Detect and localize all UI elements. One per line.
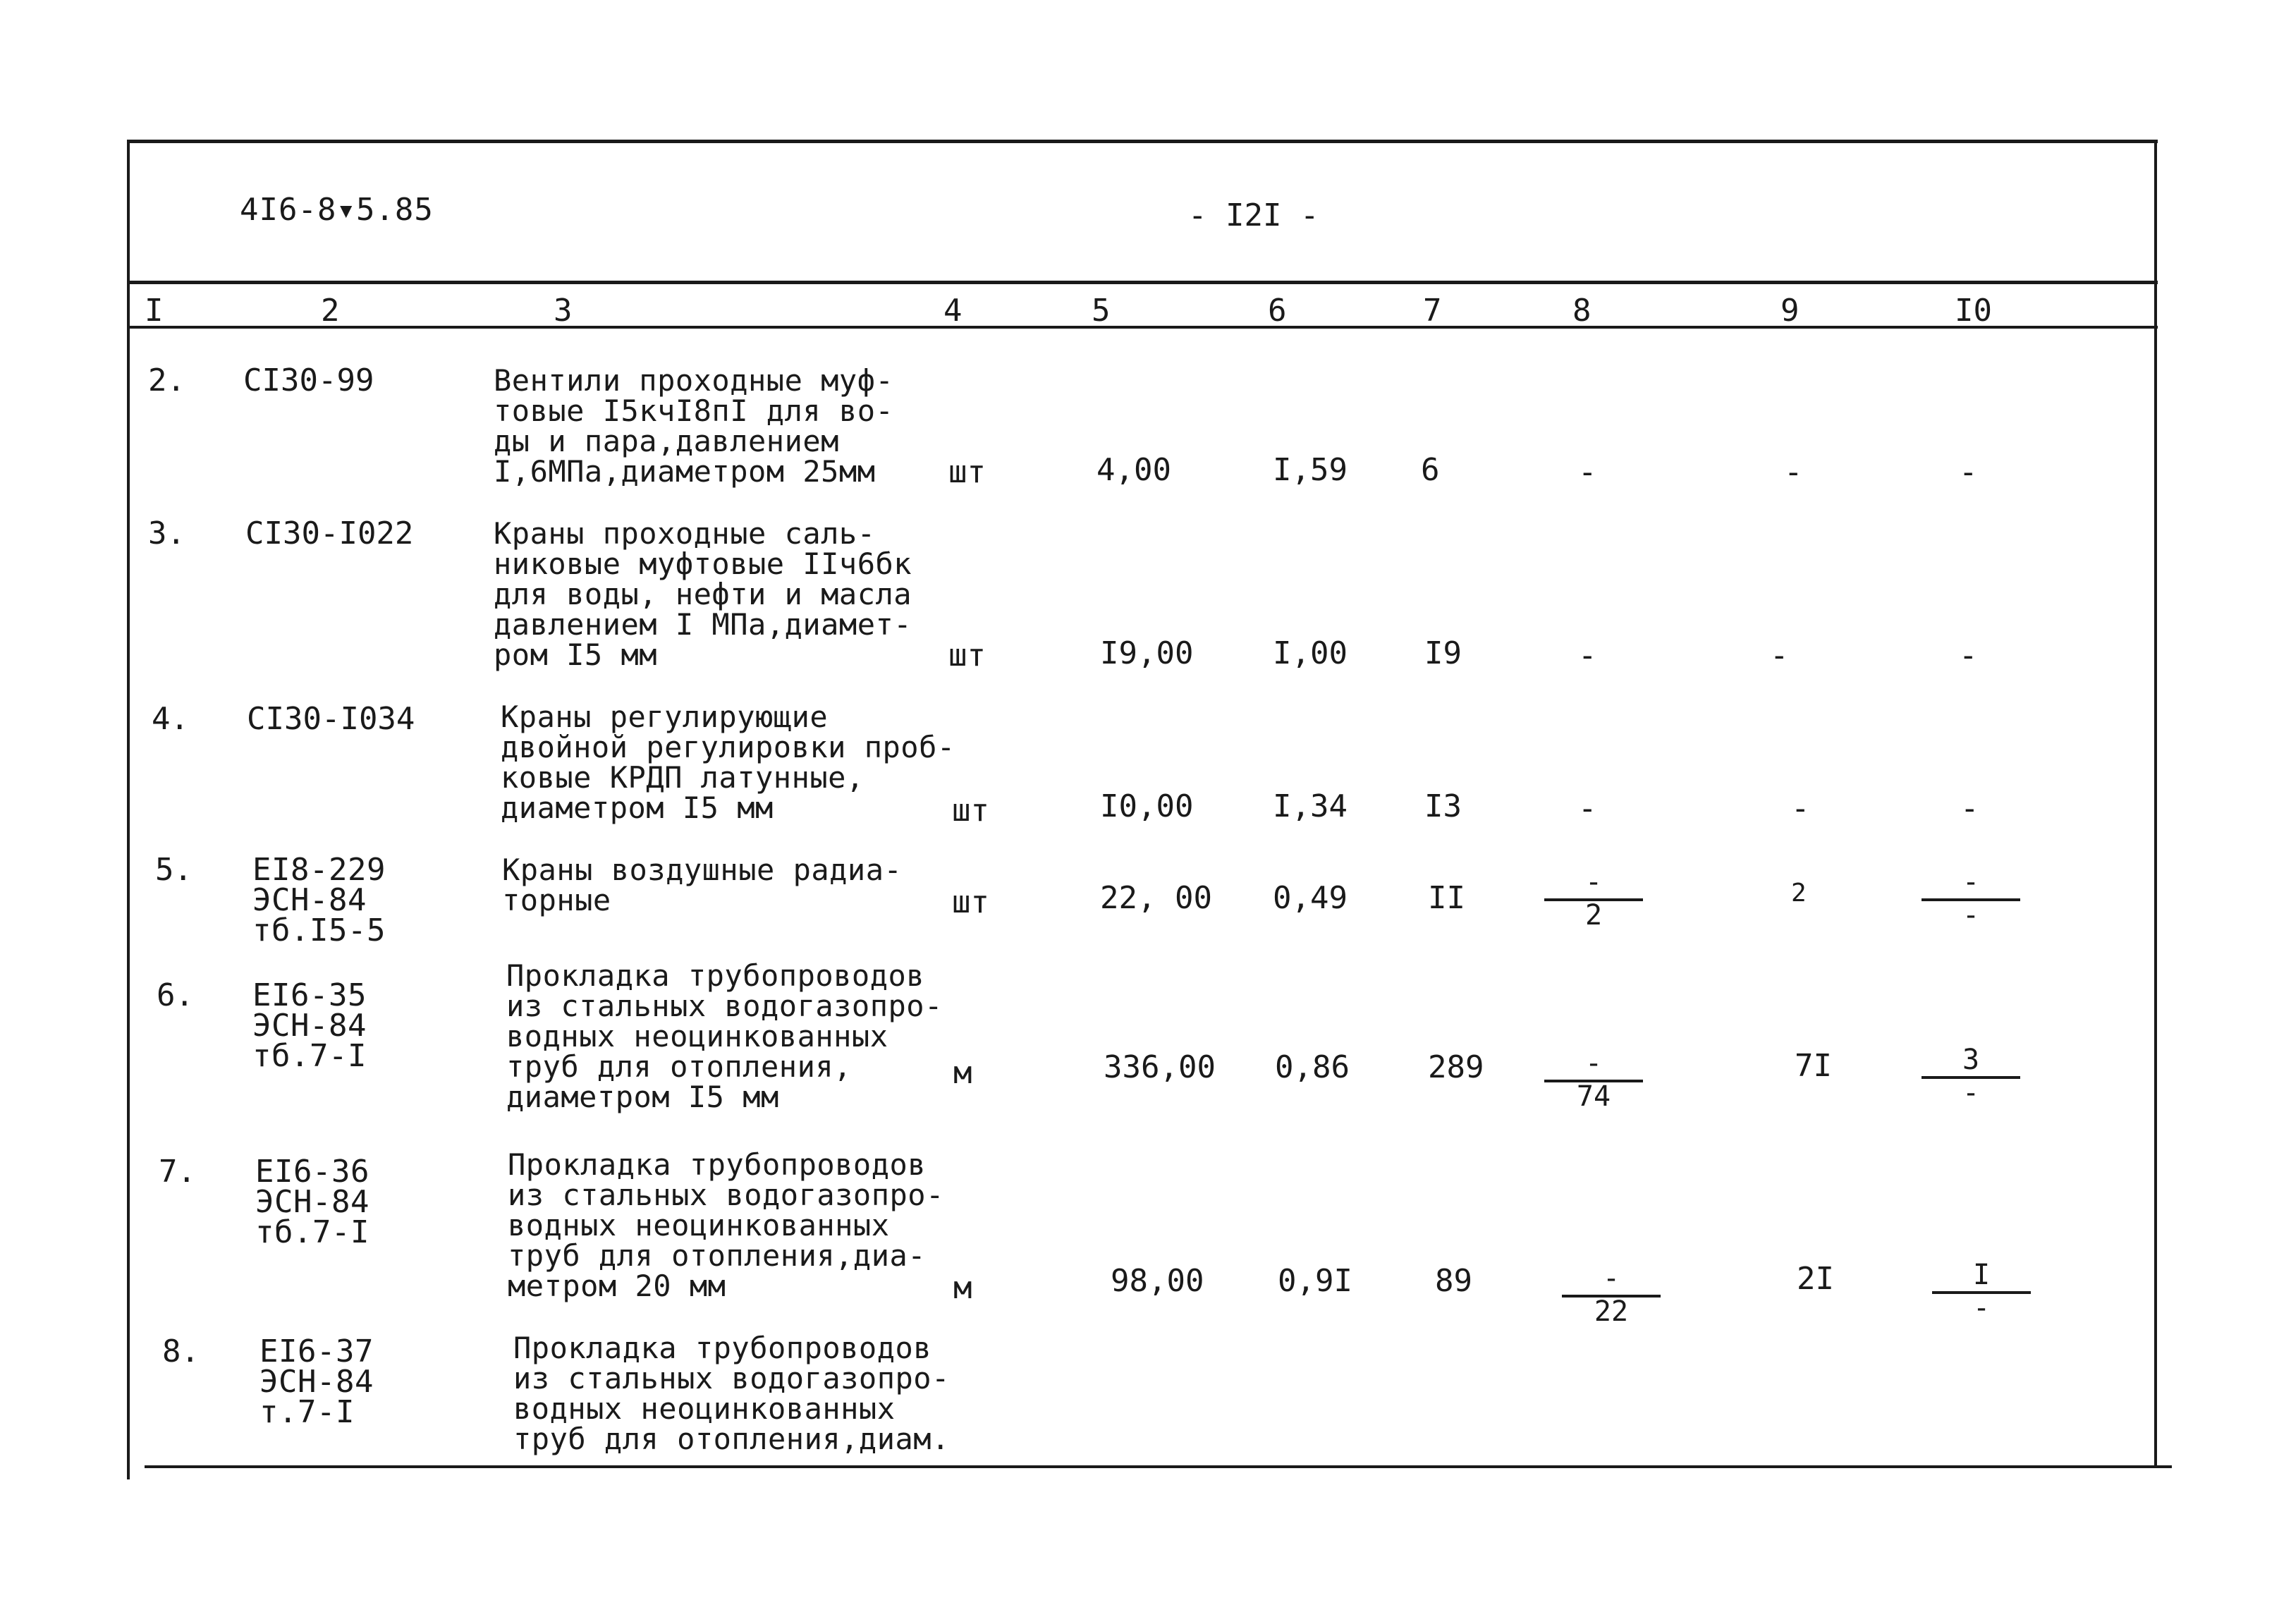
reference-line: ЭСН-84 — [252, 882, 367, 918]
description-line: водных неоцинкованных — [508, 1208, 890, 1243]
row-col7: II — [1428, 880, 1465, 916]
frame-top-border — [127, 140, 2158, 143]
description-line: Краны воздушные радиа- — [502, 853, 903, 887]
row-col8-fraction — [1544, 1047, 1643, 1111]
fraction-denominator: 2 — [1584, 899, 1603, 932]
column-number-2: 2 — [321, 293, 340, 329]
row-col9: 2 — [1791, 879, 1807, 908]
description-line: I,6МПа,диаметром 25мм — [494, 454, 876, 489]
row-reference — [259, 1333, 374, 1430]
row-number: 5. — [155, 852, 193, 888]
fraction-numerator: - — [1584, 1047, 1603, 1080]
row-number: 8. — [162, 1333, 200, 1369]
column-number-10: I0 — [1955, 293, 1992, 329]
row-col10-fraction — [1922, 866, 2020, 932]
row-col9: - — [1770, 637, 1789, 673]
description-line: труб для отопления,диам. — [513, 1422, 950, 1456]
row-col6: 0,9I — [1278, 1263, 1352, 1299]
row-col5: I9,00 — [1100, 635, 1194, 671]
description-line: водных неоцинкованных — [513, 1391, 896, 1426]
row-col8: - — [1578, 637, 1597, 673]
column-number-9: 9 — [1780, 293, 1800, 329]
row-reference: CI30-99 — [243, 362, 374, 398]
row-description — [502, 855, 902, 915]
description-line: Прокладка трубопроводов — [513, 1331, 932, 1365]
page-number: - I2I - — [1188, 197, 1319, 233]
row-unit: шт — [948, 454, 986, 490]
row-col10: - — [1959, 454, 1978, 490]
row-col10: - — [1959, 637, 1978, 673]
fraction-denominator: - — [1962, 1077, 1980, 1109]
frame-left-border — [127, 140, 130, 1479]
description-line: труб для отопления, — [506, 1049, 852, 1084]
row-description — [506, 960, 943, 1112]
row-reference: CI30-I022 — [245, 515, 414, 551]
row-col8: - — [1578, 790, 1597, 826]
fraction-denominator: 22 — [1594, 1295, 1629, 1328]
column-number-6: 6 — [1268, 293, 1287, 329]
description-line: диаметром I5 мм — [506, 1080, 779, 1114]
row-col9: 7I — [1795, 1048, 1832, 1084]
reference-line: EI6-37 — [259, 1333, 374, 1369]
reference-line: ЭСН-84 — [255, 1184, 369, 1220]
description-line: труб для отопления,диа- — [508, 1238, 927, 1273]
row-col6: 0,86 — [1275, 1049, 1350, 1085]
row-col5: 336,00 — [1104, 1049, 1216, 1085]
description-line: ды и пара,давлением — [494, 424, 839, 458]
description-line: никовые муфтовые IIч6бк — [494, 547, 912, 581]
description-line: давлением I МПа,диамет- — [494, 607, 912, 642]
row-col7: 289 — [1428, 1049, 1484, 1085]
column-number-8: 8 — [1572, 293, 1592, 329]
row-number: 3. — [148, 515, 185, 551]
row-col7: I9 — [1424, 635, 1462, 671]
row-description — [508, 1149, 944, 1301]
reference-line: EI8-229 — [252, 852, 386, 888]
fraction-denominator: - — [1962, 899, 1980, 932]
reference-line: тб.7-I — [252, 1038, 367, 1074]
row-col5: 98,00 — [1111, 1263, 1204, 1299]
row-col7: 89 — [1435, 1263, 1472, 1299]
description-line: ром I5 мм — [494, 637, 658, 672]
row-unit: шт — [948, 637, 986, 673]
description-line: двойной регулировки проб- — [501, 730, 955, 764]
row-reference — [255, 1154, 369, 1250]
row-number: 2. — [148, 362, 185, 398]
row-col8: - — [1578, 454, 1597, 490]
row-col5: 22, 00 — [1100, 880, 1212, 916]
row-col9: - — [1784, 454, 1803, 490]
row-col7: 6 — [1421, 452, 1440, 488]
row-col5: 4,00 — [1096, 452, 1171, 488]
reference-line: т.7-I — [259, 1394, 355, 1430]
row-col9: - — [1791, 790, 1810, 826]
fraction-denominator: 74 — [1576, 1080, 1611, 1113]
column-header-bottom-rule — [127, 326, 2158, 329]
row-number: 6. — [157, 977, 194, 1013]
row-unit: шт — [952, 884, 989, 920]
row-col10-fraction — [1922, 1044, 2020, 1107]
reference-line: тб.7-I — [255, 1214, 369, 1250]
reference-line: тб.I5-5 — [252, 912, 386, 948]
fraction-numerator: I — [1972, 1259, 1991, 1291]
row-col10-fraction — [1932, 1259, 2031, 1322]
description-line: для воды, нефти и масла — [494, 577, 912, 611]
row-unit: м — [953, 1055, 972, 1091]
fraction-numerator: 3 — [1962, 1044, 1980, 1076]
description-line: товые I5кчI8пI для во- — [494, 393, 894, 428]
row-col8-fraction — [1562, 1262, 1661, 1326]
row-col10: - — [1960, 790, 1979, 826]
fraction-numerator: - — [1602, 1262, 1620, 1295]
description-line: из стальных водогазопро- — [506, 989, 943, 1023]
description-line: Краны проходные саль- — [494, 516, 876, 551]
reference-line: EI6-36 — [255, 1154, 369, 1190]
row-col7: I3 — [1424, 788, 1462, 824]
description-line: метром 20 мм — [508, 1269, 726, 1303]
description-line: ковые КРДП латунные, — [501, 760, 865, 795]
row-col6: I,59 — [1273, 452, 1348, 488]
description-line: Краны регулирующие — [501, 700, 829, 734]
row-col8-fraction — [1544, 866, 1643, 932]
reference-line: EI6-35 — [252, 977, 367, 1013]
row-reference — [252, 852, 386, 948]
reference-line: ЭСН-84 — [259, 1364, 374, 1400]
description-line: диаметром I5 мм — [501, 790, 774, 825]
column-number-7: 7 — [1423, 293, 1442, 329]
row-col9: 2I — [1797, 1261, 1834, 1297]
row-col6: 0,49 — [1273, 880, 1348, 916]
description-line: Вентили проходные муф- — [494, 363, 894, 398]
row-description — [501, 702, 955, 823]
row-col6: I,00 — [1273, 635, 1348, 671]
description-line: Прокладка трубопроводов — [508, 1147, 927, 1182]
description-line: Прокладка трубопроводов — [506, 958, 925, 993]
column-number-1: I — [145, 293, 164, 329]
fraction-numerator: - — [1584, 866, 1603, 898]
row-col5: I0,00 — [1100, 788, 1194, 824]
column-number-3: 3 — [554, 293, 573, 329]
row-reference — [252, 977, 367, 1074]
row-number: 4. — [152, 701, 189, 737]
row-reference: CI30-I034 — [247, 701, 415, 737]
frame-right-border — [2154, 140, 2157, 1465]
row-description — [494, 518, 912, 670]
column-header-top-rule — [127, 281, 2158, 284]
reference-line: ЭСН-84 — [252, 1008, 367, 1044]
row-number: 7. — [159, 1154, 196, 1190]
row-description — [494, 365, 893, 487]
frame-bottom-border — [145, 1465, 2172, 1468]
description-line: водных неоцинкованных — [506, 1019, 888, 1054]
row-description — [513, 1333, 950, 1454]
row-col6: I,34 — [1273, 788, 1348, 824]
fraction-denominator: - — [1972, 1292, 1991, 1324]
description-line: из стальных водогазопро- — [508, 1178, 944, 1212]
document-code: 4I6-8▾5.85 — [240, 192, 434, 228]
row-unit: м — [953, 1270, 972, 1306]
fraction-numerator: - — [1962, 866, 1980, 898]
description-line: из стальных водогазопро- — [513, 1361, 950, 1396]
row-unit: шт — [952, 793, 989, 829]
column-number-4: 4 — [943, 293, 963, 329]
column-number-5: 5 — [1092, 293, 1111, 329]
description-line: торные — [502, 883, 611, 917]
